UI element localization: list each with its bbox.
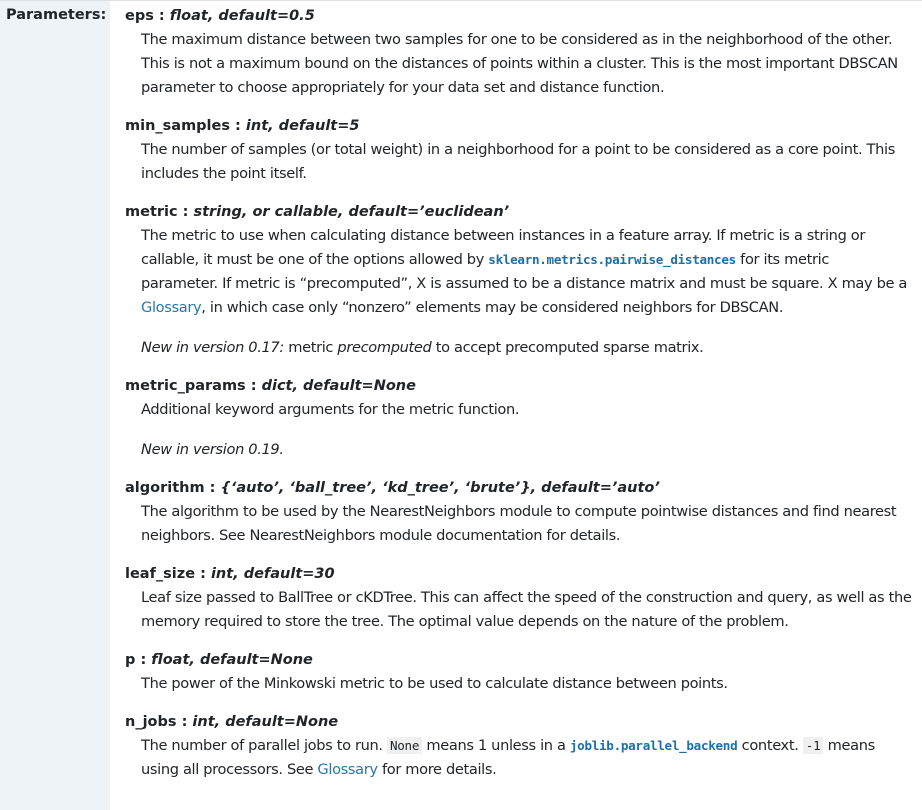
param-name: eps — [125, 8, 154, 24]
pairwise-distances-link[interactable]: sklearn.metrics.pairwise_distances — [488, 252, 736, 267]
description-text: callable, it must be one of the options allowed by — [141, 251, 489, 268]
description-text: using all processors. See — [141, 761, 318, 778]
description-text: for its metric — [735, 251, 829, 268]
param-signature — [125, 116, 917, 136]
description-line: neighbors. See NearestNeighbors module documentation for details. — [141, 527, 621, 544]
param-type: string, or callable, default=’euclidean’ — [193, 204, 510, 220]
description-line: The maximum distance between two samples for one to be considered as in the neighborhood of the other. — [141, 31, 893, 48]
description-line: parameter. If metric is “precomputed”, X is assumed to be a distance matrix and must be square. X may be a — [141, 275, 908, 292]
note-text: metric — [283, 339, 338, 356]
version-label: New in version 0.19. — [141, 441, 284, 458]
param-p — [125, 650, 917, 696]
param-name: n_jobs — [125, 714, 177, 730]
none-literal: None — [387, 737, 422, 754]
version-note — [141, 336, 917, 360]
description-line — [141, 296, 917, 320]
description-line: This is not a maximum bound on the distances of points within a cluster. This is the most important DBSCAN — [141, 55, 898, 72]
description-line: The number of samples (or total weight) in a neighborhood for a point to be considered as a core point. This — [141, 141, 895, 158]
param-separator: : — [176, 714, 193, 730]
parameters-list — [125, 6, 917, 782]
description-text: means 1 unless in a — [422, 737, 570, 754]
param-description — [141, 138, 917, 186]
param-metric — [125, 202, 917, 360]
param-separator: : — [245, 378, 262, 394]
param-description — [141, 500, 917, 548]
description-text: , in which case only “nonzero” elements may be considered neighbors for DBSCAN. — [201, 299, 784, 316]
param-separator: : — [135, 652, 152, 668]
description-text: context. — [737, 737, 803, 754]
description-line: The power of the Minkowski metric to be used to calculate distance between points. — [141, 675, 728, 692]
param-description — [141, 734, 917, 782]
param-separator: : — [195, 566, 211, 582]
param-min-samples — [125, 116, 917, 186]
param-signature — [125, 712, 917, 732]
param-name: min_samples — [125, 118, 230, 134]
description-text: The number of parallel jobs to run. — [141, 737, 387, 754]
param-metric-params — [125, 376, 917, 462]
description-line: The metric to use when calculating distance between instances in a feature array. If metric is a string or — [141, 227, 866, 244]
param-separator: : — [230, 118, 246, 134]
param-name: metric_params — [125, 378, 246, 394]
description-line — [141, 734, 917, 758]
param-type: int, default=None — [192, 714, 339, 730]
description-line: Additional keyword arguments for the metric function. — [141, 401, 520, 418]
param-separator: : — [204, 480, 221, 496]
description-line: includes the point itself. — [141, 165, 307, 182]
param-separator: : — [153, 8, 170, 24]
param-type: int, default=5 — [245, 118, 360, 134]
param-algorithm — [125, 478, 917, 548]
glossary-link[interactable]: Glossary — [317, 761, 378, 778]
param-name: metric — [125, 204, 178, 220]
description-text: for more details. — [377, 761, 497, 778]
param-type: float, default=0.5 — [169, 8, 315, 24]
note-text: to accept precomputed sparse matrix. — [431, 339, 704, 356]
param-type: dict, default=None — [261, 378, 416, 394]
param-type: {‘auto’, ‘ball_tree’, ‘kd_tree’, ‘brute’}, default=’auto’ — [220, 480, 660, 496]
param-description — [141, 586, 917, 634]
version-note — [141, 438, 917, 462]
param-type: float, default=None — [151, 652, 313, 668]
glossary-link[interactable]: Glossary — [141, 299, 202, 316]
param-description — [141, 672, 917, 696]
param-signature — [125, 564, 917, 584]
param-type: int, default=30 — [210, 566, 335, 582]
description-text: means — [823, 737, 875, 754]
description-line: Leaf size passed to BallTree or cKDTree. This can affect the speed of the construction and query, as well as the — [141, 589, 912, 606]
description-line: memory required to store the tree. The optimal value depends on the nature of the problem. — [141, 613, 789, 630]
param-leaf-size — [125, 564, 917, 634]
description-line — [141, 758, 917, 782]
param-signature — [125, 6, 917, 26]
description-line: The algorithm to be used by the NearestNeighbors module to compute pointwise distances and find nearest — [141, 503, 897, 520]
param-description — [141, 398, 917, 462]
param-description — [141, 28, 917, 100]
param-separator: : — [177, 204, 194, 220]
param-name: algorithm — [125, 480, 205, 496]
param-name: leaf_size — [125, 566, 196, 582]
param-description — [141, 224, 917, 360]
note-emphasis: precomputed — [337, 339, 432, 356]
param-signature — [125, 650, 917, 670]
param-eps — [125, 6, 917, 100]
param-signature — [125, 478, 917, 498]
param-signature — [125, 202, 917, 222]
description-line — [141, 248, 917, 272]
version-label: New in version 0.17: — [141, 339, 284, 356]
description-line: parameter to choose appropriately for your data set and distance function. — [141, 79, 665, 96]
parameters-label: Parameters: — [0, 1, 110, 810]
parallel-backend-link[interactable]: joblib.parallel_backend — [569, 738, 738, 753]
param-name: p — [125, 652, 136, 668]
param-n-jobs — [125, 712, 917, 782]
param-signature — [125, 376, 917, 396]
minus-one-literal: -1 — [803, 737, 824, 754]
